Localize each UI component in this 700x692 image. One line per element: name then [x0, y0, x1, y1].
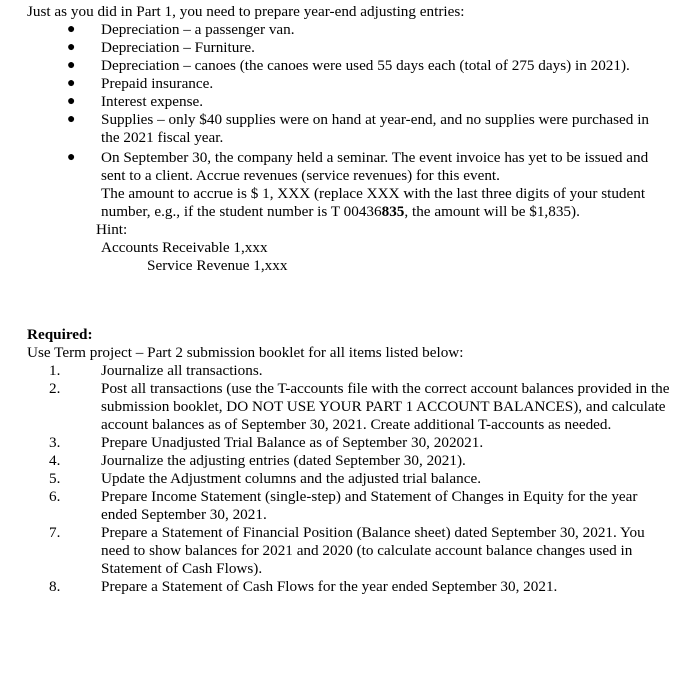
adjusting-entries-list	[27, 21, 687, 221]
list-item: ● Interest expense.	[67, 93, 204, 110]
required-section	[27, 326, 687, 596]
accrual-amount-paragraph: The amount to accrue is $ 1, XXX (replace XXX with the last three digits of your student number, e.g., if the student number is T 00436835, the amount will be $1,835).	[101, 185, 646, 220]
bullet-icon: ●	[67, 112, 76, 127]
bullet-icon: ●	[67, 58, 76, 73]
required-heading: Required:	[27, 326, 93, 343]
list-item: ● Depreciation – Furniture.	[67, 39, 255, 56]
list-item: 7. Prepare a Statement of Financial Position (Balance sheet) dated September 30, 2021. You need to show balances for 2021 and 2020 (to calculate account balance changes used in Statement of Cash Flows).	[49, 524, 645, 577]
bullet-icon: ●	[67, 76, 76, 91]
list-item: 5. Update the Adjustment columns and the adjusted trial balance.	[49, 470, 482, 487]
required-subtitle: Use Term project – Part 2 submission booklet for all items listed below:	[27, 344, 464, 361]
bullet-icon: ●	[67, 94, 76, 109]
journal-credit-line: Service Revenue 1,xxx	[147, 257, 288, 274]
bullet-icon: ●	[67, 22, 76, 37]
list-item: ● Supplies – only $40 supplies were on hand at year-end, and no supplies were purchased in the 2021 fiscal year.	[67, 111, 650, 146]
list-item: ● Depreciation – canoes (the canoes were used 55 days each (total of 275 days) in 2021).	[67, 57, 630, 74]
list-item: 2. Post all transactions (use the T-accounts file with the correct account balances provided in the submission booklet, DO NOT USE YOUR PART 1 ACCOUNT BALANCES), and calculate account balances as of September 30, 2021. Create additional T-accounts as needed.	[49, 380, 670, 433]
seminar-paragraph: On September 30, the company held a seminar. The event invoice has yet to be issued and sent to a client. Accrue revenues (service revenues) for this event.	[101, 149, 649, 184]
hint-label: Hint:	[96, 221, 128, 238]
journal-debit-line: Accounts Receivable 1,xxx	[101, 239, 268, 256]
list-item-seminar	[27, 149, 661, 221]
bullet-icon: ●	[67, 150, 76, 165]
list-item: 3. Prepare Unadjusted Trial Balance as of September 30, 202021.	[49, 434, 484, 451]
intro-text: Just as you did in Part 1, you need to prepare year-end adjusting entries:	[27, 3, 465, 20]
student-number-digits: 835	[381, 203, 405, 220]
list-item: 1. Journalize all transactions.	[49, 362, 263, 379]
list-item: 6. Prepare Income Statement (single-step) and Statement of Changes in Equity for the year ended September 30, 2021.	[49, 488, 638, 523]
list-item: ● Depreciation – a passenger van.	[67, 21, 295, 38]
bullet-icon: ●	[67, 40, 76, 55]
list-item: ● Prepaid insurance.	[67, 75, 214, 92]
required-items-list	[27, 362, 687, 596]
list-item: 8. Prepare a Statement of Cash Flows for the year ended September 30, 2021.	[49, 578, 558, 595]
list-item: 4. Journalize the adjusting entries (dated September 30, 2021).	[49, 452, 466, 469]
adjusting-entries-section	[27, 3, 687, 275]
